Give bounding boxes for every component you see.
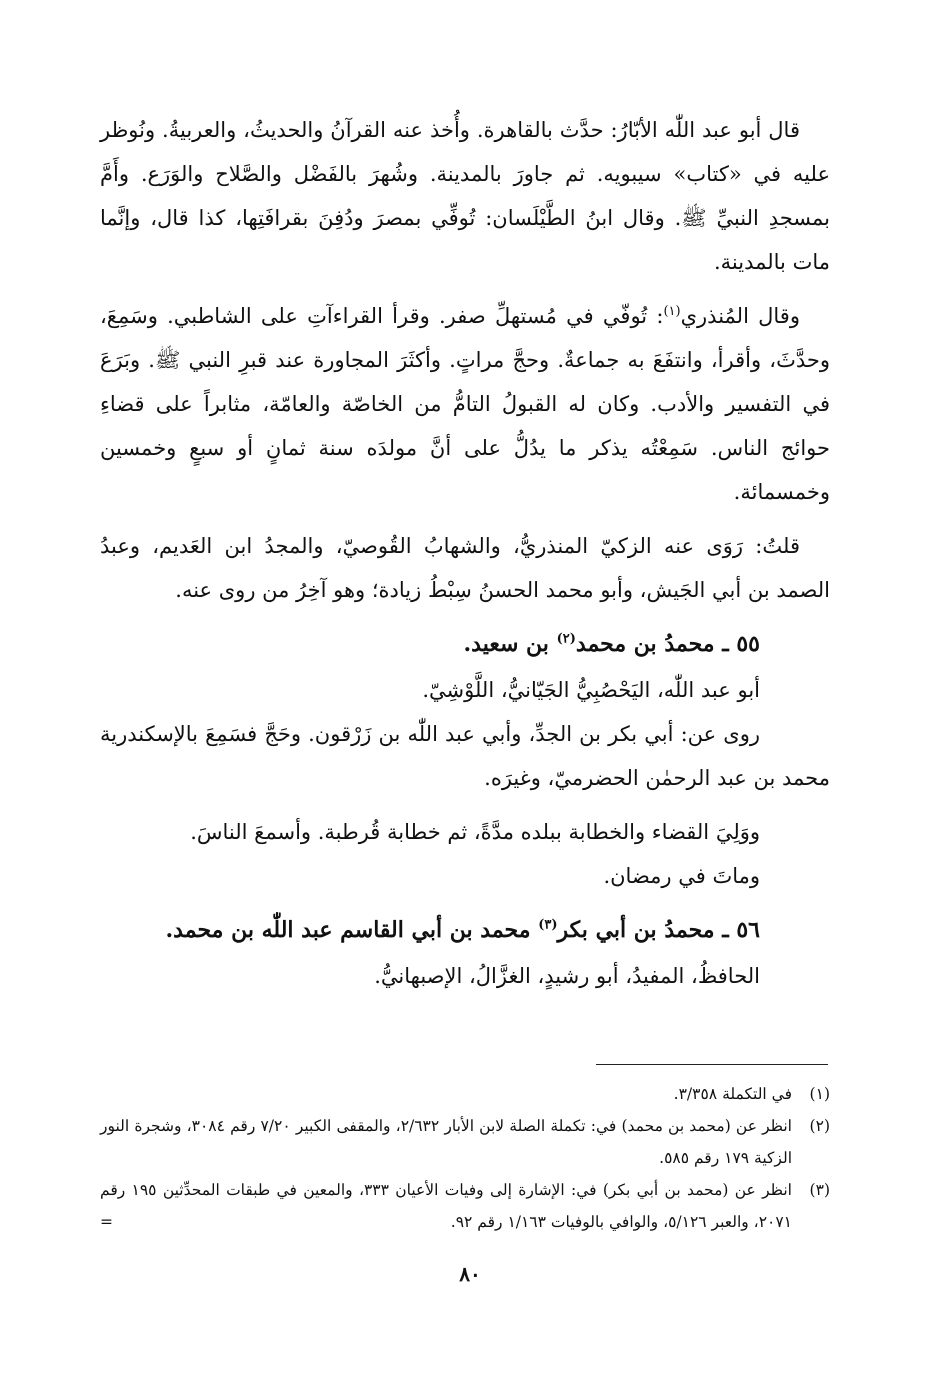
footnote-number: (١) bbox=[809, 1085, 830, 1103]
paragraph-qultu: قلتُ: رَوَى عنه الزكيّ المنذريُّ، والشهابُ القُوصيّ، والمجدُ ابن العَديم، وعبدُ الصمد بن أبي الجَيش، وأبو محمد الحسنُ سِبْطُ زيادة؛ وهو آخِرُ من روى عنه. bbox=[100, 534, 830, 602]
main-text bbox=[100, 108, 830, 998]
entry-56-name: ٥٦ ـ محمدُ بن أبي بكر bbox=[557, 917, 760, 943]
footnote-ref-3[interactable]: (٣) bbox=[538, 917, 558, 933]
paragraph-abbar: قال أبو عبد اللّٰه الأبّارُ: حدَّث بالقاهرة. وأُخذ عنه القرآنُ والحديثُ، والعربيةُ. ونُوظر عليه في «كتاب» سيبويه. ثم جاورَ بالمدينة. وشُهرَ بالفَضْل والصَّلاح والوَرَع. وأَمَّ بمسجدِ النبيِّ ﷺ. وقال ابنُ الطَّيْلَسان: تُوفِّي بمصرَ ودُفِنَ بقرافَتِها، كذا قال، وإنَّما مات بالمدينة. bbox=[100, 118, 830, 274]
entry-56-name-rest: محمد بن أبي القاسم عبد اللّٰه بن محمد. bbox=[165, 917, 539, 943]
page-number: ٨٠ bbox=[459, 1262, 481, 1286]
mundhiri-text: : تُوفّي في مُستهلِّ صفر. وقرأ القراءآتِ على الشاطبي. وسَمِعَ، وحدَّثَ، وأقرأ، وانتفَعَ به جماعةٌ. وحجَّ مراتٍ. وأكثَرَ المجاورة عند قبرِ النبي ﷺ. وبَرَعَ في التفسير والأدب. وكان له القبولُ التامُّ من الخاصّة والعامّة، مثابراً على قضاءِ حوائج الناس. سَمِعْتُه يذكر ما يدُلُّ على أنَّ مولدَه سنة ثمانٍ أو سبعٍ وخمسين وخمسمائة. bbox=[100, 304, 830, 504]
entry-56-heading bbox=[100, 906, 830, 954]
footnote-2 bbox=[100, 1110, 830, 1174]
footnote-1 bbox=[100, 1078, 830, 1110]
footnote-ref-2[interactable]: (٢) bbox=[556, 631, 576, 647]
mundhiri-intro: وقال المُنذري bbox=[680, 304, 800, 328]
entry-55-name-rest: بن سعيد. bbox=[463, 631, 557, 657]
footnote-text: في التكملة ٣/٣٥٨. bbox=[673, 1085, 792, 1103]
footnote-separator bbox=[596, 1064, 828, 1065]
entry-56-titles: الحافظُ، المفيدُ، أبو رشيدٍ، الغزَّالُ، الإصبهانيُّ. bbox=[374, 964, 760, 988]
paragraph-mundhiri bbox=[100, 294, 830, 514]
entry-55-heading bbox=[100, 620, 830, 668]
entry-55-narration: روى عن: أبي بكر بن الجدِّ، وأبي عبد اللّٰه بن زَرْقون. وحَجَّ فسَمِعَ بالإسكندرية محمد بن عبد الرحمٰن الحضرميّ، وغيرَه. bbox=[100, 722, 830, 790]
entry-55-name: ٥٥ ـ محمدُ بن محمد bbox=[575, 631, 760, 657]
footnote-3 bbox=[100, 1174, 830, 1238]
entry-55-death: وماتَ في رمضان. bbox=[603, 864, 760, 888]
footnotes bbox=[100, 1078, 830, 1238]
footnote-number: (٢) bbox=[809, 1117, 830, 1135]
footnote-number: (٣) bbox=[809, 1181, 830, 1199]
footnote-ref-1[interactable]: (١) bbox=[663, 304, 681, 319]
entry-55-office: ووَلِيَ القضاء والخطابة ببلده مدَّةً، ثم خطابة قُرطبة. وأسمعَ الناسَ. bbox=[190, 820, 760, 844]
footnote-text: انظر عن (محمد بن محمد) في: تكملة الصلة لابن الأبار ٢/٦٣٢، والمقفى الكبير ٧/٢٠ رقم ٣٠٨٤، وشجرة النور الزكية ١٧٩ رقم ٥٨٥. bbox=[100, 1117, 792, 1167]
entry-55-nisba: أبو عبد اللّٰه، اليَحْصُبِيُّ الجَيّانيُّ، اللَّوْشِيّ. bbox=[422, 678, 760, 702]
footnote-text: انظر عن (محمد بن أبي بكر) في: الإشارة إلى وفيات الأعيان ٣٣٣، والمعين في طبقات المحدِّثين ١٩٥ رقم ٢٠٧١، والعبر ٥/١٢٦، والوافي بالوفيات ١/١٦٣ رقم ٩٢. bbox=[100, 1181, 792, 1231]
continuation-mark: = bbox=[100, 1213, 113, 1231]
